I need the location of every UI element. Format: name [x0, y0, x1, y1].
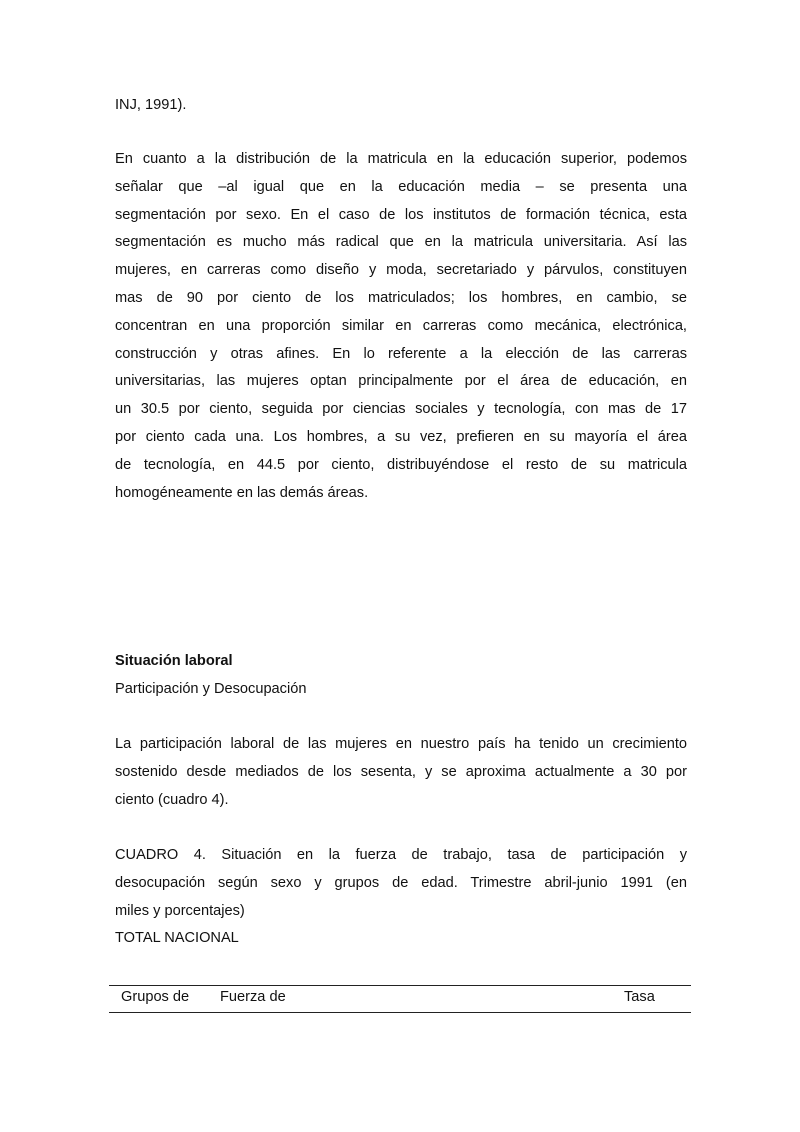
text-line: por ciento cada una. Los hombres, a su vez, prefieren en su mayoría el área: [115, 428, 687, 445]
text-line: concentran en una proporción similar en carreras como mecánica, electrónica,: [115, 317, 687, 334]
text-line: sostenido desde mediados de los sesenta, y se aproxima actualmente a 30 por: [115, 763, 687, 780]
paragraph-labor: [115, 731, 687, 814]
table-header-grupos: Grupos de: [121, 989, 190, 1005]
section-heading: Situación laboral: [115, 653, 233, 669]
table-header-fuerza: Fuerza de: [220, 989, 286, 1005]
table-scope: TOTAL NACIONAL: [115, 930, 239, 946]
text-line: un 30.5 por ciento, seguida por ciencias sociales y tecnología, con mas de 17: [115, 401, 687, 418]
text-line: ciento (cuadro 4).: [115, 791, 229, 808]
text-line: La participación laboral de las mujeres en nuestro país ha tenido un crecimiento: [115, 736, 687, 752]
text-line: de tecnología, en 44.5 por ciento, distribuyéndose el resto de su matricula: [115, 456, 687, 473]
paragraph-education: [115, 146, 687, 507]
text-line: INJ, 1991).: [115, 97, 187, 113]
text-line: segmentación por sexo. En el caso de los institutos de formación técnica, esta: [115, 206, 687, 223]
table-header-rule: [109, 1012, 691, 1013]
text-line: mas de 90 por ciento de los matriculados; los hombres, en cambio, se: [115, 289, 687, 306]
table-header-tasa: Tasa: [624, 989, 655, 1005]
continuation-text: [115, 92, 687, 120]
text-line: señalar que –al igual que en la educación media – se presenta una: [115, 178, 687, 195]
text-line: mujeres, en carreras como diseño y moda, secretariado y párvulos, constituyen: [115, 262, 687, 279]
text-line: CUADRO 4. Situación en la fuerza de trabajo, tasa de participación y: [115, 847, 687, 863]
text-line: segmentación es mucho más radical que en la matricula universitaria. Así las: [115, 234, 687, 251]
subheading: Participación y Desocupación: [115, 681, 307, 697]
text-line: construcción y otras afines. En lo referente a la elección de las carreras: [115, 345, 687, 362]
text-line: miles y porcentajes): [115, 902, 245, 919]
text-line: En cuanto a la distribución de la matricula en la educación superior, podemos: [115, 151, 687, 167]
text-line: desocupación según sexo y grupos de edad. Trimestre abril-junio 1991 (en: [115, 874, 687, 891]
table-top-rule: [109, 985, 691, 986]
table-caption: [115, 842, 687, 925]
text-line: universitarias, las mujeres optan principalmente por el área de educación, en: [115, 373, 687, 390]
text-line: homogéneamente en las demás áreas.: [115, 484, 369, 501]
